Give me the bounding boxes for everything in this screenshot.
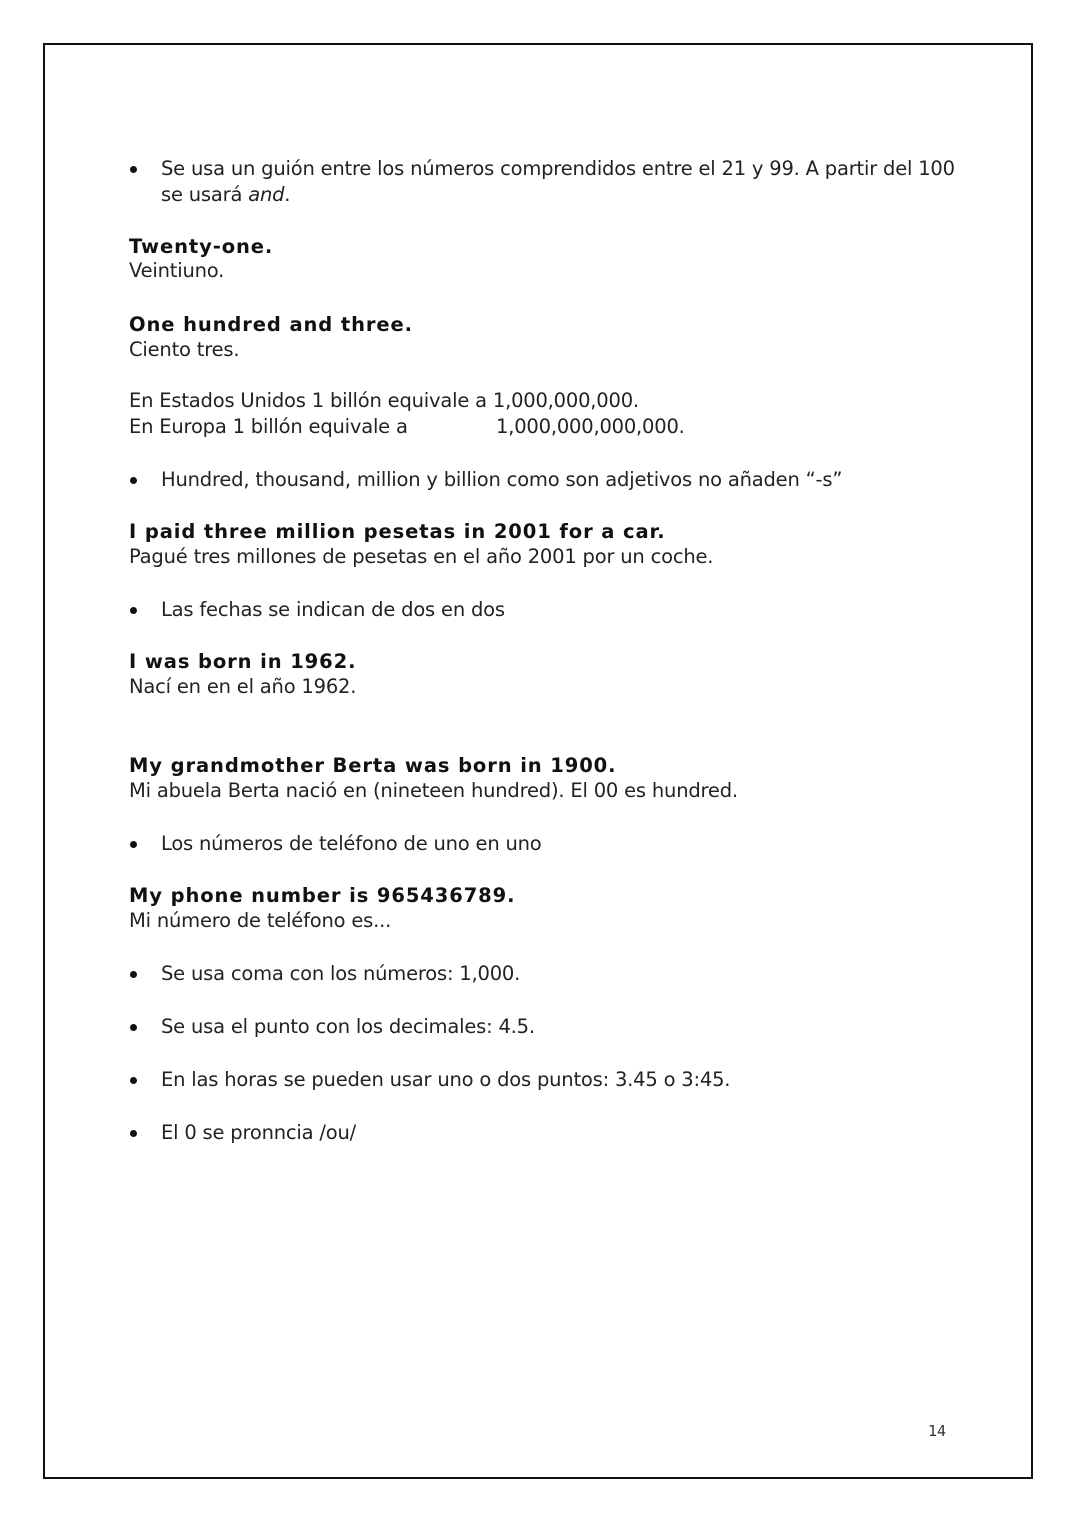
- bullet-dates-rule: Las fechas se indican de dos en dos: [161, 598, 505, 621]
- bullet-icon: [130, 607, 137, 614]
- billion-us-text: En Estados Unidos 1 billón equivale a 1,000,000,000.: [129, 389, 639, 412]
- example-twenty-one-english: Twenty-one.: [129, 235, 274, 258]
- bullet-no-s-rule: Hundred, thousand, million y billion como son adjetivos no añaden “-s”: [161, 468, 843, 491]
- billion-europe-text: En Europa 1 billón equivale a: [129, 415, 408, 438]
- example-hundred-three-spanish: Ciento tres.: [129, 338, 240, 361]
- example-born-english: I was born in 1962.: [129, 650, 357, 673]
- bullet-icon: [130, 1130, 137, 1137]
- bullet-icon: [130, 166, 137, 173]
- bullet-hyphen-rule-line1: Se usa un guión entre los números comprendidos entre el 21 y 99. A partir del 100: [161, 157, 955, 180]
- bullet-icon: [130, 1024, 137, 1031]
- billion-europe-value: 1,000,000,000,000.: [496, 415, 685, 438]
- page-number: 14: [928, 1422, 947, 1440]
- example-phone-english: My phone number is 965436789.: [129, 884, 516, 907]
- example-paid-english: I paid three million pesetas in 2001 for a car.: [129, 520, 666, 543]
- example-twenty-one-spanish: Veintiuno.: [129, 259, 225, 282]
- bullet-icon: [130, 971, 137, 978]
- bullet-icon: [130, 477, 137, 484]
- bullet-decimal-rule: Se usa el punto con los decimales: 4.5.: [161, 1015, 535, 1038]
- billion-europe-line: [129, 414, 829, 440]
- bullet-hyphen-rule-line2: [161, 182, 290, 208]
- example-grandmother-spanish: Mi abuela Berta nació en (nineteen hundred). El 00 es hundred.: [129, 779, 738, 802]
- bullet-hyphen-rule-suffix: .: [284, 183, 291, 206]
- example-paid-spanish: Pagué tres millones de pesetas en el año 2001 por un coche.: [129, 545, 714, 568]
- bullet-hyphen-rule-and: and: [248, 183, 285, 206]
- bullet-icon: [130, 1077, 137, 1084]
- bullet-hours-rule: En las horas se pueden usar uno o dos puntos: 3.45 o 3:45.: [161, 1068, 731, 1091]
- bullet-zero-rule: El 0 se pronncia /ou/: [161, 1121, 357, 1144]
- bullet-comma-rule: Se usa coma con los números: 1,000.: [161, 962, 521, 985]
- example-hundred-three-english: One hundred and three.: [129, 313, 413, 336]
- bullet-phone-rule: Los números de teléfono de uno en uno: [161, 832, 542, 855]
- bullet-hyphen-rule-prefix: se usará: [161, 183, 249, 206]
- bullet-icon: [130, 841, 137, 848]
- example-grandmother-english: My grandmother Berta was born in 1900.: [129, 754, 617, 777]
- example-phone-spanish: Mi número de teléfono es...: [129, 909, 392, 932]
- example-born-spanish: Nací en en el año 1962.: [129, 675, 357, 698]
